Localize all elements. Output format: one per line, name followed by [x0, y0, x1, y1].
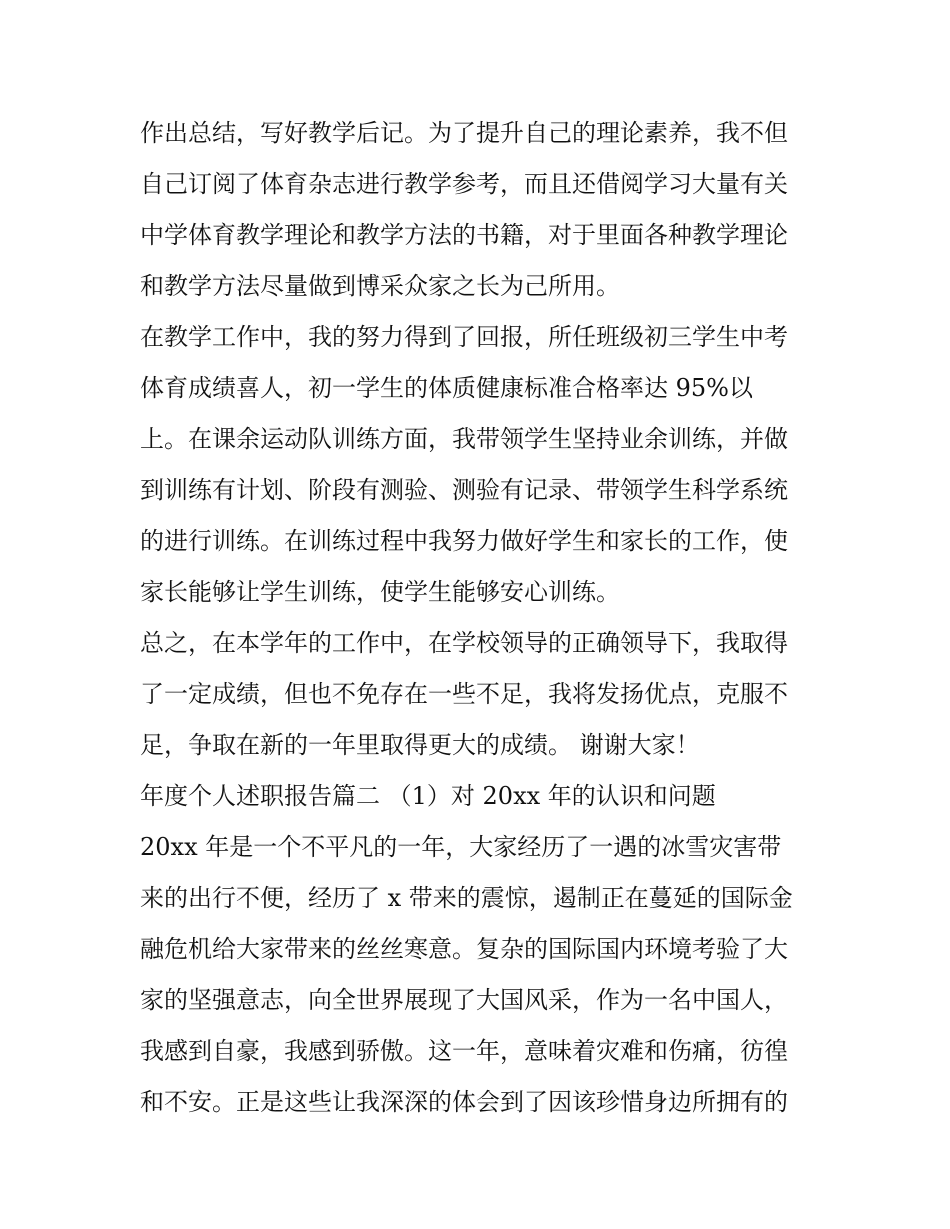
text-line: 上。在课余运动队训练方面，我带领学生坚持业余训练，并做 — [140, 425, 788, 453]
text-line: 自己订阅了体育杂志进行教学参考，而且还借阅学习大量有关 — [140, 170, 788, 198]
text-line: 了一定成绩，但也不免存在一些不足，我将发扬优点，克服不 — [140, 680, 788, 708]
text-line: 20xx 年是一个不平凡的一年，大家经历了一遇的冰雪灾害带 — [140, 833, 782, 861]
text-line: 总之，在本学年的工作中，在学校领导的正确领导下，我取得 — [140, 629, 788, 657]
text-line: 家的坚强意志，向全世界展现了大国风采，作为一名中国人， — [140, 986, 788, 1014]
text-line: 融危机给大家带来的丝丝寒意。复杂的国际国内环境考验了大 — [140, 935, 788, 963]
text-line: 的进行训练。在训练过程中我努力做好学生和家长的工作，使 — [140, 527, 788, 555]
text-line: 足，争取在新的一年里取得更大的成绩。 谢谢大家！ — [140, 731, 700, 759]
text-line: 体育成绩喜人，初一学生的体质健康标准合格率达 95%以 — [140, 374, 753, 402]
text-line: 和教学方法尽量做到博采众家之长为己所用。 — [140, 272, 620, 300]
text-line: 和不安。正是这些让我深深的体会到了因该珍惜身边所拥有的 — [140, 1088, 788, 1116]
text-line: 到训练有计划、阶段有测验、测验有记录、带领学生科学系统 — [140, 476, 788, 504]
text-line: 我感到自豪，我感到骄傲。这一年，意味着灾难和伤痛，彷徨 — [140, 1037, 788, 1065]
body-text — [140, 108, 820, 1128]
text-line: 来的出行不便，经历了 x 带来的震惊，遏制正在蔓延的国际金 — [140, 884, 793, 912]
text-line: 家长能够让学生训练，使学生能够安心训练。 — [140, 578, 620, 606]
text-line: 中学体育教学理论和教学方法的书籍，对于里面各种教学理论 — [140, 221, 788, 249]
text-line: 在教学工作中，我的努力得到了回报，所任班级初三学生中考 — [140, 323, 788, 351]
text-line: 作出总结，写好教学后记。为了提升自己的理论素养，我不但 — [140, 119, 788, 147]
section-heading: 年度个人述职报告篇二 （1）对 20xx 年的认识和问题 — [140, 782, 716, 810]
